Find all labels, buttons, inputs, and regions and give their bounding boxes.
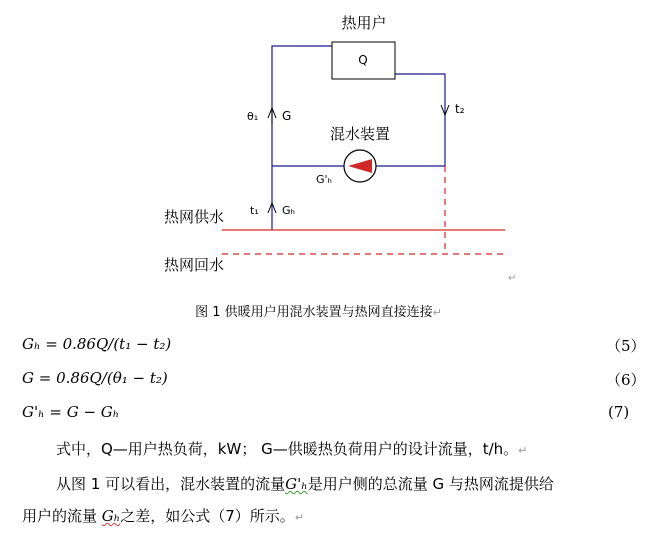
figure-caption bbox=[0, 301, 637, 320]
gh-label: Gₕ bbox=[282, 204, 295, 217]
box-q-label: Q bbox=[358, 53, 368, 67]
equation-6: G = 0.86Q/(θ₁ − t₂) bbox=[22, 369, 168, 387]
explanation-gh: Gₕ bbox=[101, 507, 121, 525]
explanation-line1-a: 从图 1 可以看出，混水装置的流量 bbox=[56, 475, 286, 493]
paragraph-definitions-text: 式中，Q—用户热负荷，kW； G—供暖热负荷用户的设计流量，t/h。 bbox=[56, 440, 519, 458]
equation-5: Gₕ = 0.86Q/(t₁ − t₂) bbox=[22, 335, 172, 353]
paragraph-definitions-mark: ↵ bbox=[518, 444, 528, 457]
caption-return-mark: ↵ bbox=[432, 306, 442, 319]
heat-user-title: 热用户 bbox=[341, 14, 387, 32]
paragraph-explanation-line2 bbox=[22, 505, 304, 526]
explanation-line2-a: 用户的流量 bbox=[22, 507, 102, 525]
explanation-line1-b: 是用户侧的总流量 G 与热网流提供给 bbox=[307, 475, 554, 493]
theta1-label: θ₁ bbox=[247, 110, 259, 123]
caption-text: 图 1 供暖用户用混水装置与热网直接连接 bbox=[195, 305, 433, 320]
supply-water-label: 热网供水 bbox=[164, 208, 225, 226]
explanation-gh-prime: G'ₕ bbox=[285, 475, 308, 493]
paragraph-definitions bbox=[56, 438, 527, 459]
paragraph-explanation-line1 bbox=[56, 473, 554, 494]
mixing-device-label: 混水装置 bbox=[329, 125, 391, 143]
equation-7: G'ₕ = G − Gₕ bbox=[22, 403, 120, 421]
t1-label: t₁ bbox=[250, 204, 259, 217]
return-water-label: 热网回水 bbox=[164, 256, 225, 274]
equation-6-number: （6） bbox=[606, 371, 646, 389]
gh-prime-label: G'ₕ bbox=[316, 173, 332, 186]
equation-7-number: (7) bbox=[608, 403, 630, 421]
g-label: G bbox=[282, 109, 292, 123]
equation-5-number: （5） bbox=[606, 337, 646, 355]
t2-label: t₂ bbox=[455, 102, 465, 116]
explanation-line2-b: 之差，如公式（7）所示。 bbox=[120, 507, 295, 525]
return-mark: ↵ bbox=[508, 273, 517, 284]
explanation-mark: ↵ bbox=[294, 511, 305, 524]
